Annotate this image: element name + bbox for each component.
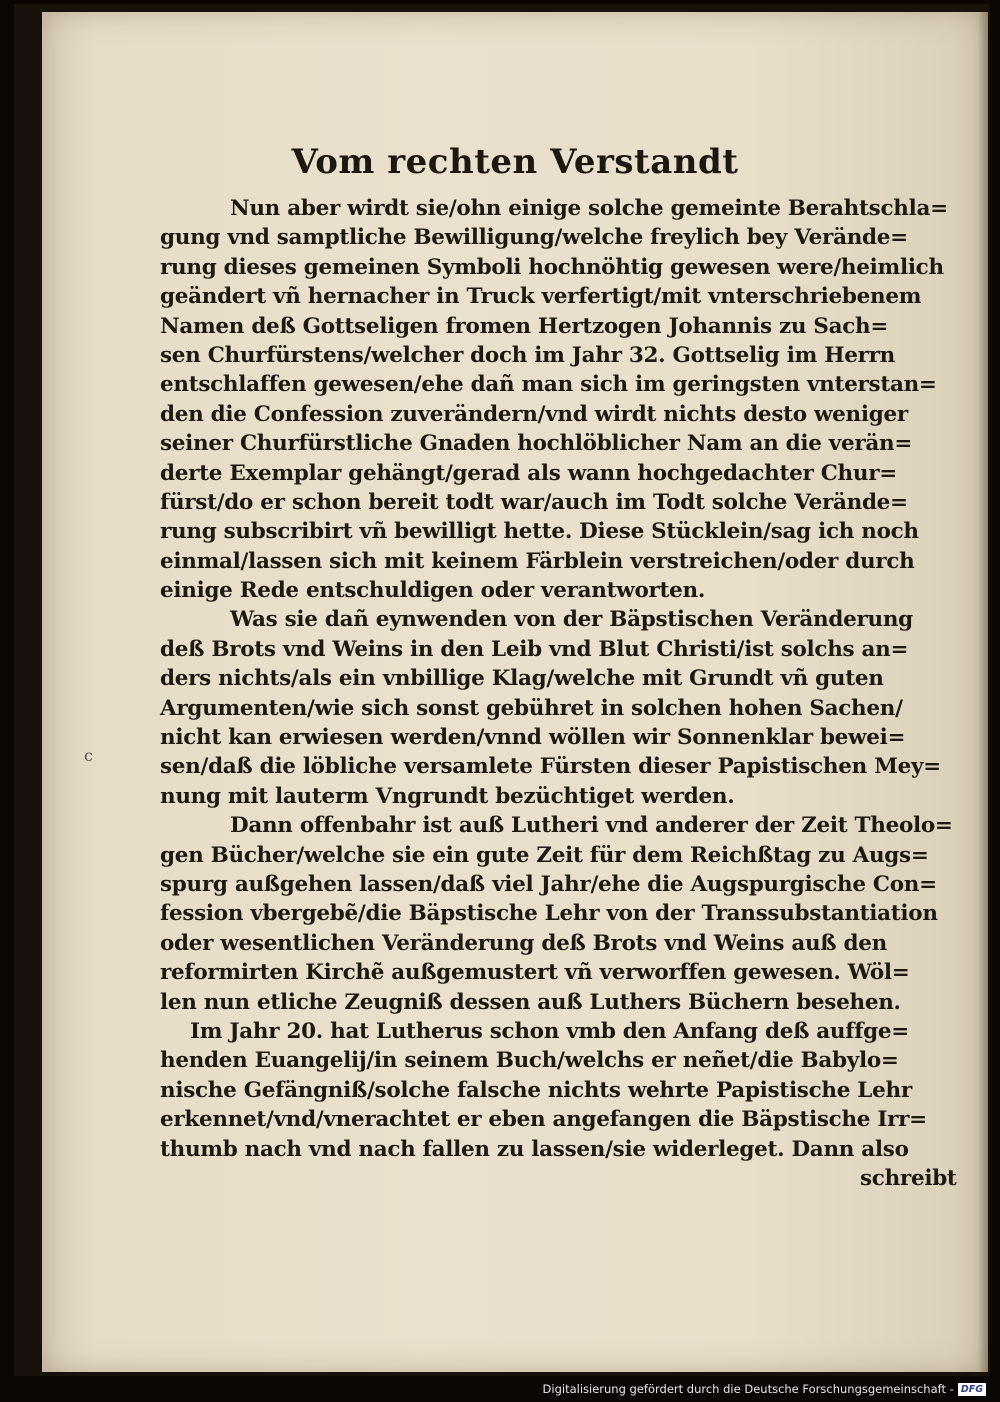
text-line: nische Gefängniß/solche falsche nichts wehrte Papistische Lehr	[160, 1077, 912, 1103]
text-line: einmal/lassen sich mit keinem Färblein verstreichen/oder durch	[160, 548, 915, 574]
dfg-logo-icon: DFG	[958, 1383, 986, 1396]
text-line: len nun etliche Zeugniß dessen auß Luthers Büchern besehen.	[160, 989, 901, 1015]
catchword: schreibt	[860, 1165, 957, 1191]
footer	[543, 1381, 986, 1397]
text-line: henden Euangelij/in seinem Buch/welchs er neñet/die Babylo=	[160, 1048, 899, 1074]
text-line: geändert vñ hernacher in Truck verfertigt/mit vnterschriebenem	[160, 284, 922, 310]
text-line: fürst/do er schon bereit todt war/auch im Todt solche Verände=	[160, 489, 908, 515]
text-line: Nun aber wirdt sie/ohn einige solche gemeinte Berahtschla=	[230, 196, 948, 221]
text-line: Was sie dañ eynwenden von der Bäpstischen Veränderung	[230, 607, 913, 633]
text-line: derte Exemplar gehängt/gerad als wann hochgedachter Chur=	[160, 460, 897, 486]
text-line: erkennet/vnd/vnerachtet er eben angefangen die Bäpstische Irr=	[160, 1107, 927, 1133]
book-page	[42, 12, 988, 1372]
text-line: thumb nach vnd nach fallen zu lassen/sie widerleget. Dann also	[160, 1136, 909, 1162]
text-line: ders nichts/als ein vnbillige Klag/welche mit Grundt vñ guten	[160, 666, 884, 692]
text-line: oder wesentlichen Veränderung deß Brots vnd Weins auß den	[160, 930, 887, 956]
text-line: deß Brots vnd Weins in den Leib vnd Blut Christi/ist solchs an=	[160, 636, 909, 662]
page-heading: Vom rechten Verstandt	[291, 142, 739, 182]
text-line: sen/daß die löbliche versamlete Fürsten dieser Papistischen Mey=	[160, 754, 941, 780]
text-line: spurg außgehen lassen/daß viel Jahr/ehe die Augspurgische Con=	[160, 871, 937, 897]
text-line: reformirten Kirchẽ außgemustert vñ verworffen gewesen. Wöl=	[160, 960, 910, 986]
body-text	[160, 194, 960, 1193]
text-line: Namen deß Gottseligen fromen Hertzogen Johannis zu Sach=	[160, 313, 889, 339]
text-line: Dann offenbahr ist auß Lutheri vnd anderer der Zeit Theolo=	[230, 813, 953, 839]
text-line: fession vbergebẽ/die Bäpstische Lehr von der Transsubstantiation	[160, 901, 938, 927]
text-line: entschlaffen gewesen/ehe dañ man sich im geringsten vnterstan=	[160, 372, 937, 398]
text-line: Argumenten/wie sich sonst gebühret in solchen hohen Sachen/	[160, 695, 903, 721]
text-line: gen Bücher/welche sie ein gute Zeit für dem Reichßtag zu Augs=	[160, 842, 929, 868]
text-line: rung subscribirt vñ bewilligt hette. Diese Stücklein/sag ich noch	[160, 519, 919, 545]
text-line: nung mit lauterm Vngrundt bezüchtiget werden.	[160, 783, 735, 809]
text-line: gung vnd samptliche Bewilligung/welche freylich bey Verände=	[160, 225, 908, 251]
text-line: nicht kan erwiesen werden/vnnd wöllen wir Sonnenklar bewei=	[160, 725, 906, 751]
margin-mark: c	[84, 746, 93, 765]
text-line: seiner Churfürstliche Gnaden hochlöblicher Nam an die verän=	[160, 431, 913, 457]
footer-credit: Digitalisierung gefördert durch die Deutsche Forschungsgemeinschaft -	[542, 1382, 954, 1396]
text-line: einige Rede entschuldigen oder verantworten.	[160, 578, 706, 604]
text-line: sen Churfürstens/welcher doch im Jahr 32. Gottselig im Herrn	[160, 342, 895, 368]
text-line: rung dieses gemeinen Symboli hochnöhtig gewesen were/heimlich	[160, 254, 944, 280]
text-line: den die Confession zuverändern/vnd wirdt nichts desto weniger	[160, 401, 908, 427]
page-edge-shadow	[978, 12, 988, 1372]
text-line: Im Jahr 20. hat Lutherus schon vmb den Anfang deß auffge=	[190, 1018, 909, 1044]
scan-background	[14, 4, 990, 1376]
